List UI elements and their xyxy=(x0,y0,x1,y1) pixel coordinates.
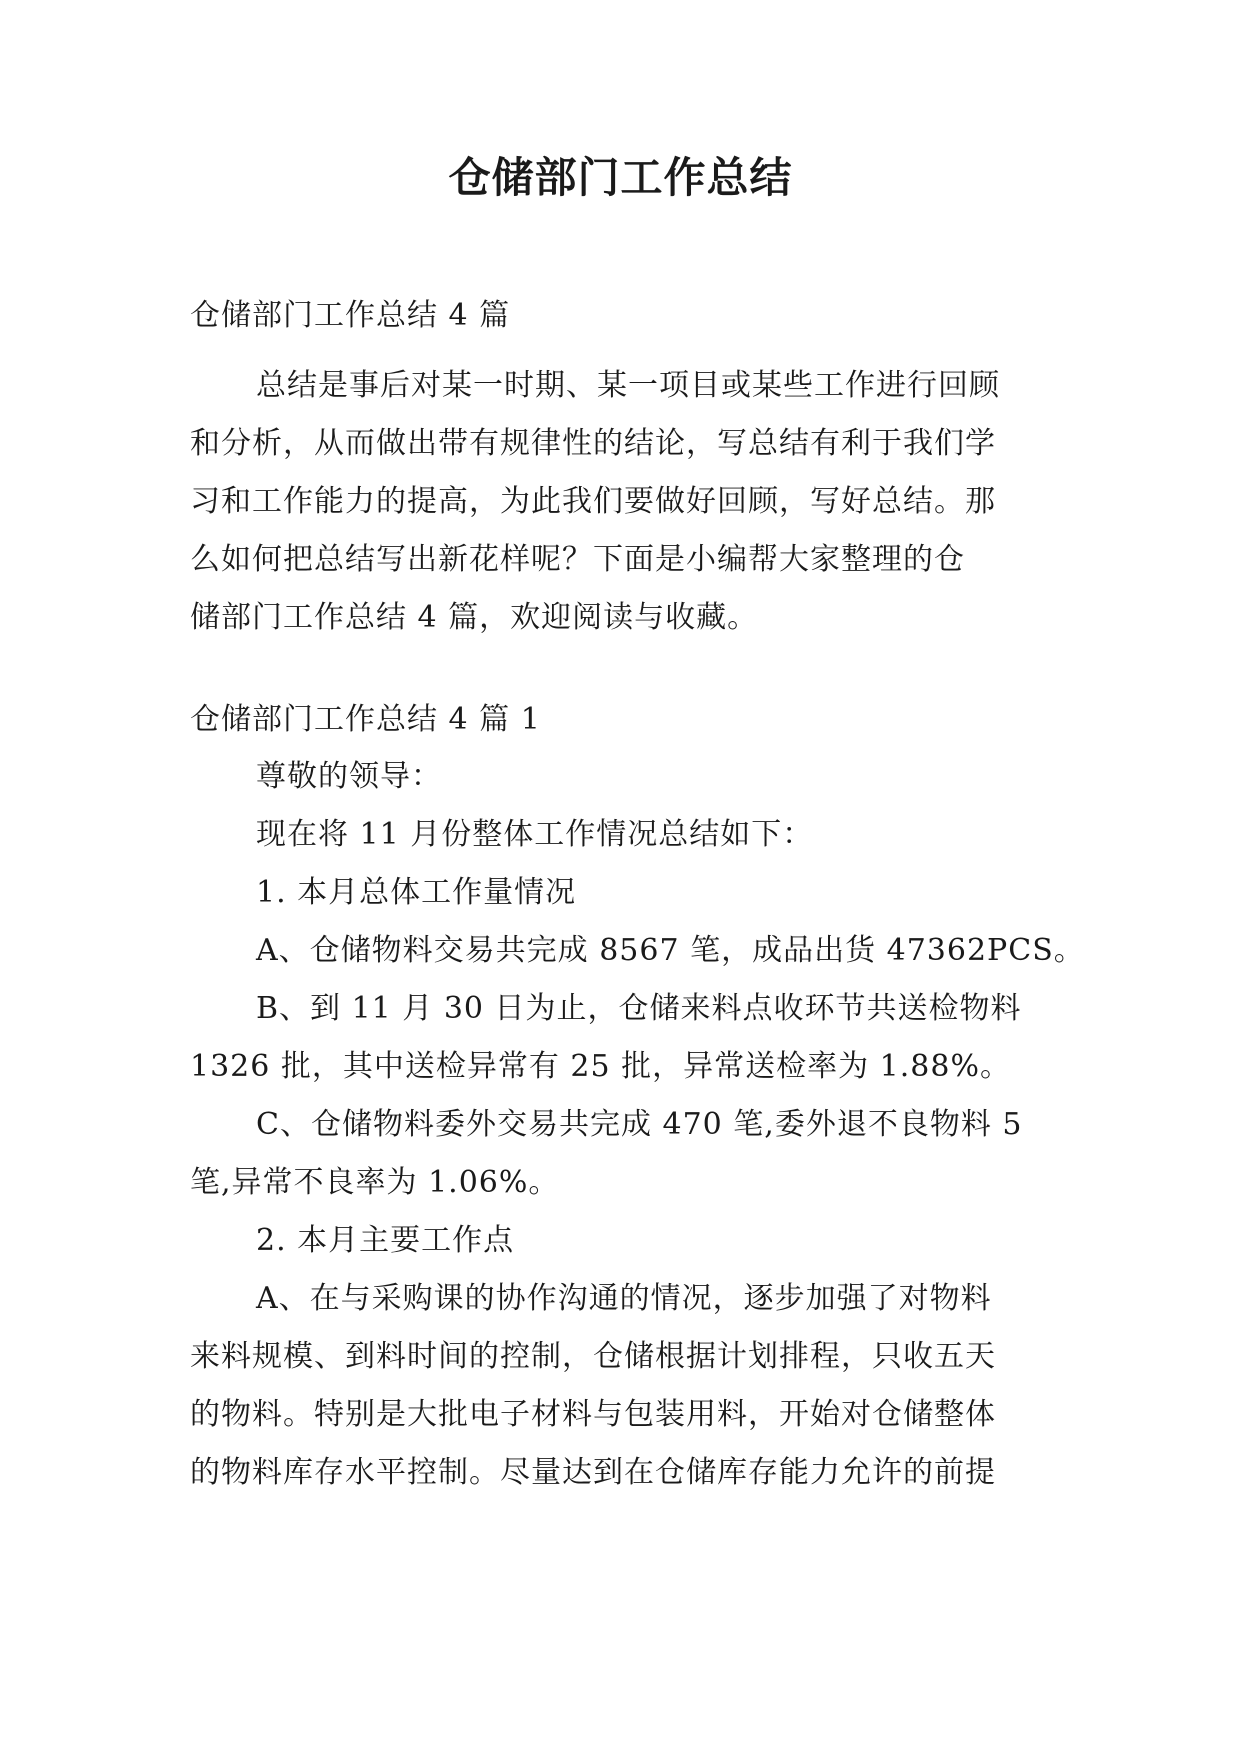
list-heading: 2. 本月主要工作点 xyxy=(256,1223,515,1258)
section-heading: 仓储部门工作总结 4 篇 1 xyxy=(190,702,541,737)
salutation: 尊敬的领导： xyxy=(256,759,442,794)
document-title: 仓储部门工作总结 xyxy=(448,153,793,202)
body-line: A、在与采购课的协作沟通的情况，逐步加强了对物料 xyxy=(256,1281,992,1316)
list-heading: 1. 本月总体工作量情况 xyxy=(256,875,577,910)
body-line: 的物料库存水平控制。尽量达到在仓储库存能力允许的前提 xyxy=(190,1455,996,1490)
body-line: 1326 批，其中送检异常有 25 批，异常送检率为 1.88%。 xyxy=(190,1049,1011,1084)
body-line: 来料规模、到料时间的控制，仓储根据计划排程，只收五天 xyxy=(190,1339,996,1374)
body-line: B、到 11 月 30 日为止，仓储来料点收环节共送检物料 xyxy=(256,991,1022,1026)
body-line: 的物料。特别是大批电子材料与包装用料，开始对仓储整体 xyxy=(190,1397,996,1432)
document-subtitle: 仓储部门工作总结 4 篇 xyxy=(190,298,511,333)
intro-line: 储部门工作总结 4 篇，欢迎阅读与收藏。 xyxy=(190,600,759,635)
body-line: 现在将 11 月份整体工作情况总结如下： xyxy=(256,817,814,852)
intro-line: 总结是事后对某一时期、某一项目或某些工作进行回顾 xyxy=(256,368,1000,403)
body-line: C、仓储物料委外交易共完成 470 笔,委外退不良物料 5 xyxy=(256,1107,1023,1142)
intro-line: 习和工作能力的提高，为此我们要做好回顾，写好总结。那 xyxy=(190,484,996,519)
intro-line: 和分析，从而做出带有规律性的结论，写总结有利于我们学 xyxy=(190,426,996,461)
body-line: A、仓储物料交易共完成 8567 笔，成品出货 47362PCS。 xyxy=(256,933,1085,968)
body-line: 笔,异常不良率为 1.06%。 xyxy=(190,1165,560,1200)
intro-line: 么如何把总结写出新花样呢？下面是小编帮大家整理的仓 xyxy=(190,542,965,577)
